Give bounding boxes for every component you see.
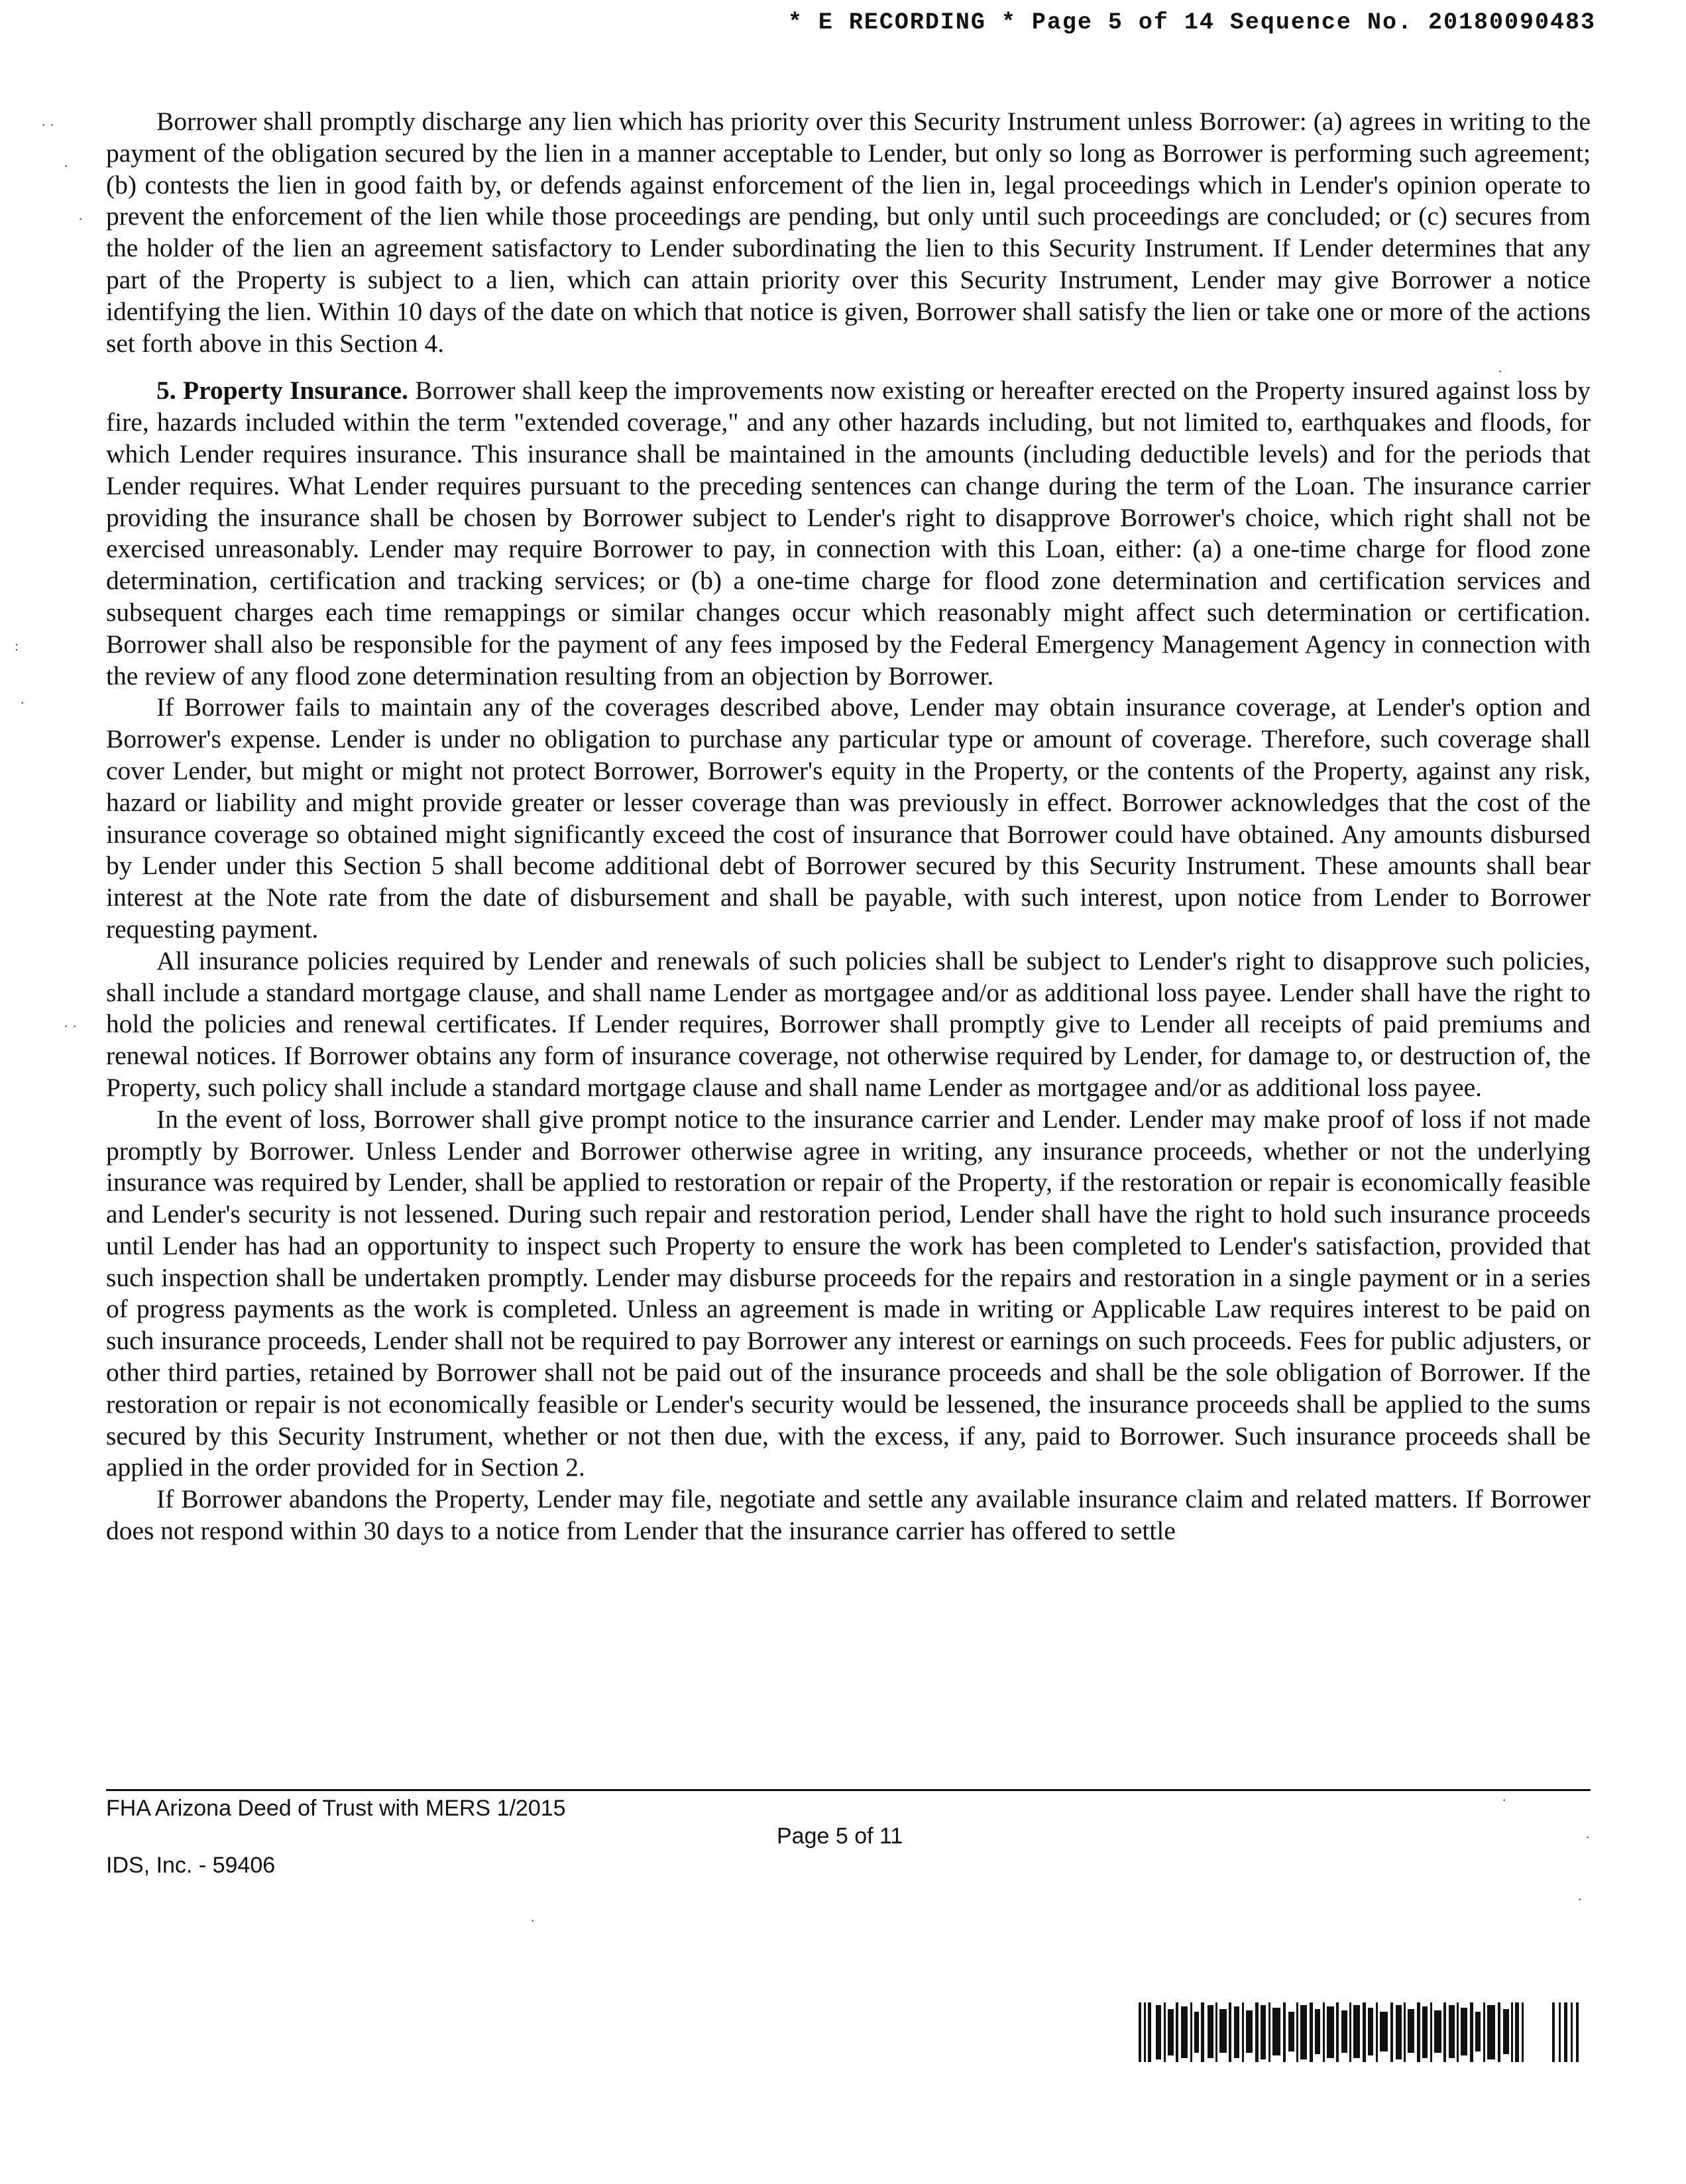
paragraph-coverage-failure <box>106 692 1591 945</box>
scan-speck: · <box>1577 1891 1583 1908</box>
footer-vendor: IDS, Inc. - 59406 <box>106 1853 276 1878</box>
recording-header: * E RECORDING * Page 5 of 14 Sequence No. 20180090483 <box>787 9 1596 36</box>
paragraph-text: If Borrower abandons the Property, Lender may file, negotiate and settle any available insurance claim and related matters. If Borrower does not respond within 30 days to a notice from Lender that the insurance carrier has offered to settle <box>106 1484 1591 1546</box>
paragraph-text: In the event of loss, Borrower shall give prompt notice to the insurance carrier and Lender. Lender may make proof of loss if not made promptly by Borrower. Unless Lender and Borrower otherwise agree in writing, any insurance proceeds, whether or not the underlying insurance was required by Lender, shall be applied to restoration or repair of the Property, if the restoration or repair is economically feasible and Lender's security is not lessened. During such repair and restoration period, Lender shall have the right to hold such insurance proceeds until Lender has had an opportunity to inspect such Property to ensure the work has been completed to Lender's satisfaction, provided that such inspection shall be undertaken promptly. Lender may disburse proceeds for the repairs and restoration in a single payment or in a series of progress payments as the work is completed. Unless an agreement is made in writing or Applicable Law requires interest to be paid on such insurance proceeds, Lender shall not be required to pay Borrower any interest or earnings on such proceeds. Fees for public adjusters, or other third parties, retained by Borrower shall not be paid out of the insurance proceeds and shall be the sole obligation of Borrower. If the restoration or repair is not economically feasible or Lender's security would be lessened, the insurance proceeds shall be applied to the sums secured by this Security Instrument, whether or not then due, with the excess, if any, paid to Borrower. Such insurance proceeds shall be applied in the order provided for in Section 2. <box>106 1104 1591 1482</box>
scan-speck: · <box>20 694 25 711</box>
paragraph-text: If Borrower fails to maintain any of the coverages described above, Lender may obtain insurance coverage, at Lender's option and Borrower's expense. Lender is under no obligation to purchase any particular type or amount of coverage. Therefore, such coverage shall cover Lender, but might or might not protect Borrower, Borrower's equity in the Property, or the contents of the Property, against any risk, hazard or liability and might provide greater or lesser coverage than was previously in effect. Borrower acknowledges that the cost of the insurance coverage so obtained might significantly exceed the cost of insurance that Borrower could have obtained. Any amounts disbursed by Lender under this Section 5 shall become additional debt of Borrower secured by this Security Instrument. These amounts shall bear interest at the Note rate from the date of disbursement and shall be payable, with such interest, upon notice from Lender to Borrower requesting payment. <box>106 692 1591 944</box>
barcode-icon <box>1139 2002 1589 2062</box>
footer-page-number: Page 5 of 11 <box>777 1824 903 1849</box>
paragraph-property-insurance <box>106 375 1591 692</box>
scan-speck: · <box>530 1912 535 1929</box>
scan-speck: · <box>1498 363 1503 380</box>
scan-speck: · · <box>41 117 55 133</box>
scan-speck: : <box>15 637 19 654</box>
section-heading: 5. Property Insurance. <box>156 376 408 406</box>
paragraph-insurance-policies <box>106 946 1591 1104</box>
paragraph-text: All insurance policies required by Lender and renewals of such policies shall be subject to Lender's right to disapprove such policies, shall include a standard mortgage clause, and shall name Lender as mortgagee and/or as additional loss payee. Lender shall have the right to hold the policies and renewal certificates. If Lender requires, Borrower shall promptly give to Lender all receipts of paid premiums and renewal notices. If Borrower obtains any form of insurance coverage, not otherwise required by Lender, for damage to, or destruction of, the Property, such policy shall include a standard mortgage clause and shall name Lender as mortgagee and/or as additional loss payee. <box>106 946 1591 1102</box>
scan-speck: · · <box>64 1018 78 1034</box>
scan-speck: · <box>1502 1792 1507 1808</box>
paragraph-event-of-loss <box>106 1104 1591 1484</box>
paragraph-text: Borrower shall promptly discharge any lien which has priority over this Security Instrument unless Borrower: (a) agrees in writing to the payment of the obligation secured by the lien in a manner acceptable to Lender, but only so long as Borrower is performing such agreement; (b) contests the lien in good faith by, or defends against enforcement of the lien in, legal proceedings which in Lender's opinion operate to prevent the enforcement of the lien while those proceedings are pending, but only until such proceedings are concluded; or (c) secures from the holder of the lien an agreement satisfactory to Lender subordinating the lien to this Security Instrument. If Lender determines that any part of the Property is subject to a lien, which can attain priority over this Security Instrument, Lender may give Borrower a notice identifying the lien. Within 10 days of the date on which that notice is given, Borrower shall satisfy the lien or take one or more of the actions set forth above in this Section 4. <box>106 107 1591 358</box>
scan-speck: · <box>64 158 69 174</box>
footer-divider <box>106 1789 1591 1791</box>
scan-speck: · <box>78 211 84 227</box>
scan-speck: · <box>1585 1829 1591 1845</box>
paragraph-text: Borrower shall keep the improvements now existing or hereafter erected on the Property insured against loss by fire, hazards included within the term "extended coverage," and any other hazards including, but not limited to, earthquakes and floods, for which Lender requires insurance. This insurance shall be maintained in the amounts (including deductible levels) and for the periods that Lender requires. What Lender requires pursuant to the preceding sentences can change during the term of the Loan. The insurance carrier providing the insurance shall be chosen by Borrower subject to Lender's right to disapprove Borrower's choice, which right shall not be exercised unreasonably. Lender may require Borrower to pay, in connection with this Loan, either: (a) a one-time charge for flood zone determination, certification and tracking services; or (b) a one-time charge for flood zone determination and certification services and subsequent charges each time remappings or similar changes occur which reasonably might affect such determination or certification. Borrower shall also be responsible for the payment of any fees imposed by the Federal Emergency Management Agency in connection with the review of any flood zone determination resulting from an objection by Borrower. <box>106 376 1591 690</box>
paragraph-abandonment <box>106 1484 1591 1547</box>
document-body <box>106 106 1591 1547</box>
paragraph-lien-discharge <box>106 106 1591 359</box>
footer-form-name: FHA Arizona Deed of Trust with MERS 1/2015 <box>106 1796 566 1821</box>
